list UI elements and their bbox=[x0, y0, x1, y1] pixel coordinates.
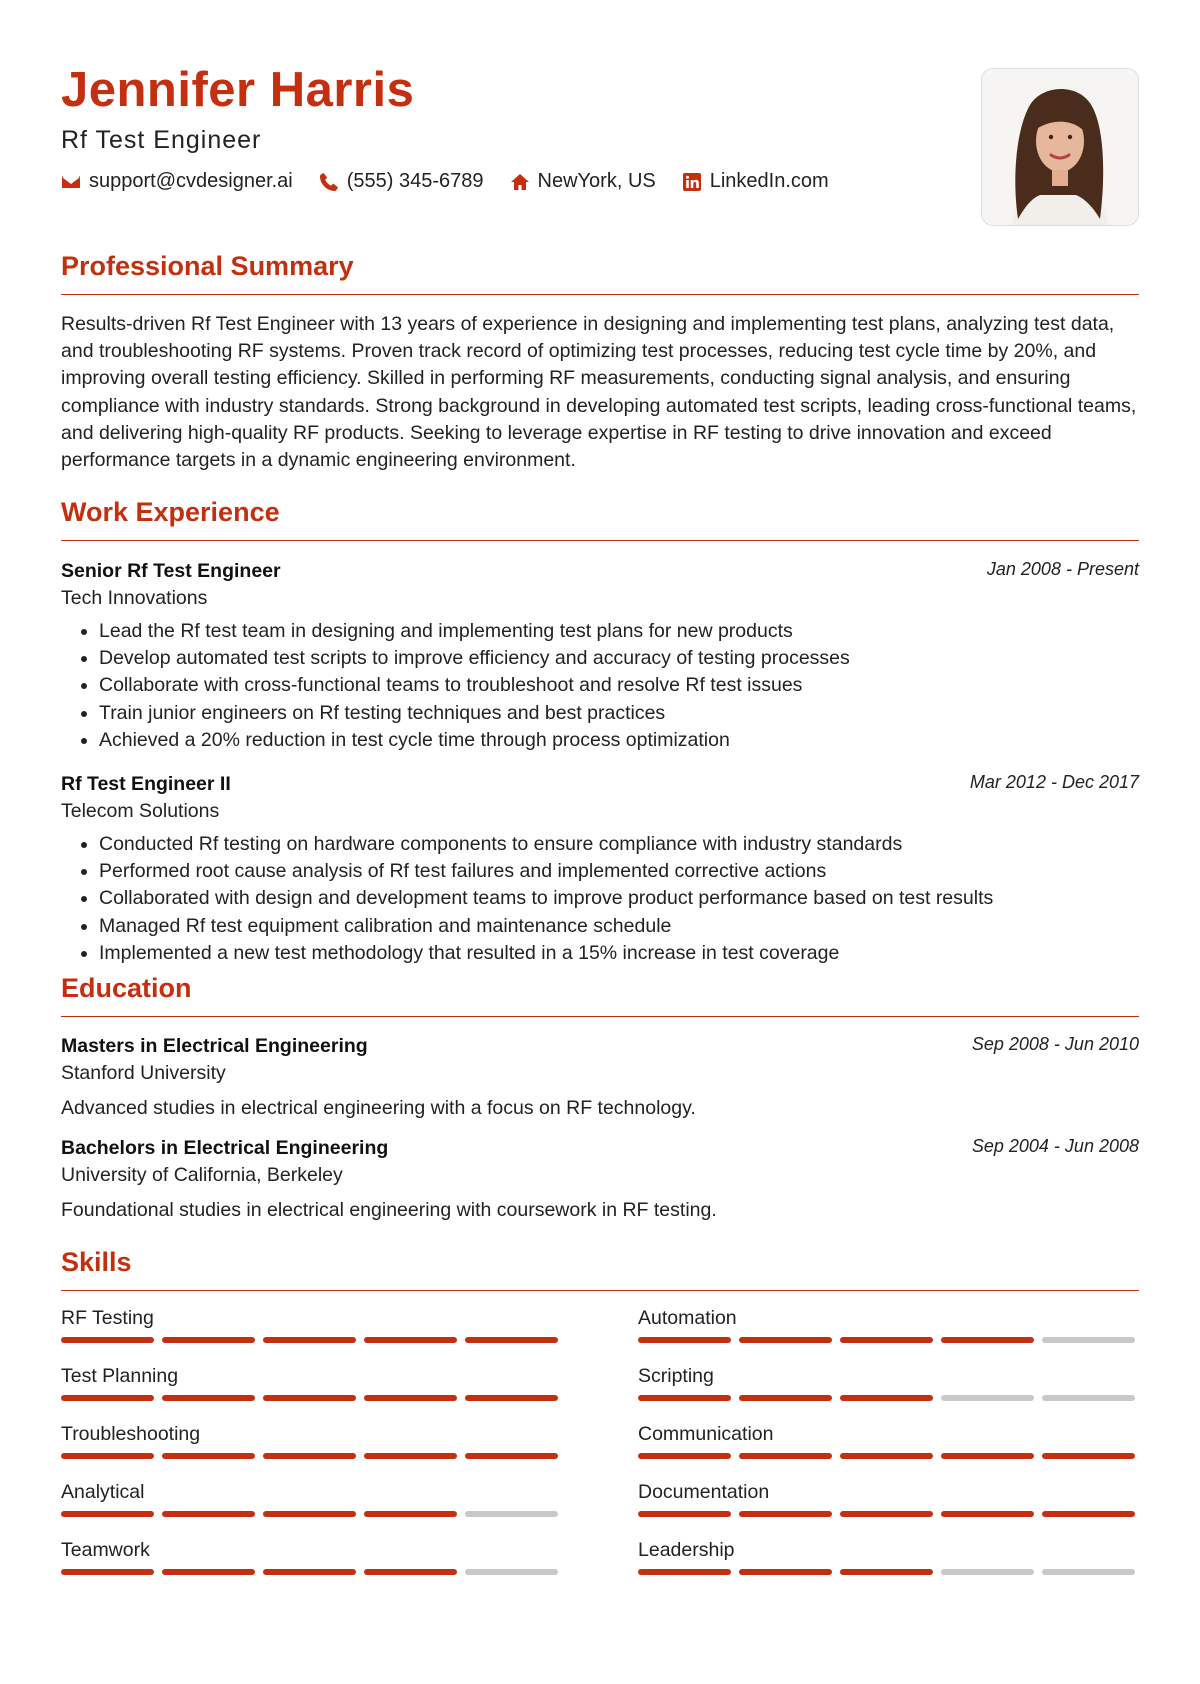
education-description: Foundational studies in electrical engineering with coursework in RF testing. bbox=[61, 1199, 717, 1221]
education-entry bbox=[61, 1032, 1139, 1122]
job-bullets bbox=[61, 618, 1139, 754]
job-entry bbox=[61, 557, 1139, 754]
skill-item bbox=[638, 1537, 1143, 1595]
skill-segment-filled bbox=[465, 1453, 558, 1459]
skill-name: Teamwork bbox=[61, 1539, 150, 1561]
skill-level-bar bbox=[638, 1453, 1143, 1459]
job-dates: Mar 2012 - Dec 2017 bbox=[969, 772, 1139, 793]
skill-item bbox=[61, 1479, 566, 1537]
skill-segment-filled bbox=[61, 1511, 154, 1517]
skill-segment-empty bbox=[1042, 1395, 1135, 1401]
education-dates: Sep 2004 - Jun 2008 bbox=[971, 1136, 1139, 1156]
skill-segment-filled bbox=[465, 1395, 558, 1401]
candidate-name: Jennifer Harris bbox=[61, 63, 415, 117]
education-section bbox=[61, 968, 1139, 1224]
skill-name: Communication bbox=[638, 1423, 774, 1445]
school-name: Stanford University bbox=[61, 1062, 226, 1084]
education-heading: Education bbox=[61, 973, 192, 1003]
skill-level-bar bbox=[61, 1511, 566, 1517]
education-description: Advanced studies in electrical engineering with a focus on RF technology. bbox=[61, 1097, 696, 1119]
contact-phone[interactable] bbox=[319, 170, 484, 193]
skill-segment-filled bbox=[840, 1511, 933, 1517]
portrait-icon bbox=[982, 69, 1138, 225]
education-dates: Sep 2008 - Jun 2010 bbox=[971, 1034, 1139, 1054]
skill-segment-filled bbox=[162, 1395, 255, 1401]
skill-segment-filled bbox=[941, 1511, 1034, 1517]
resume-header bbox=[61, 0, 1139, 240]
contact-list bbox=[61, 170, 855, 193]
job-bullet: • Lead the Rf test team in designing and implementing test plans for new products bbox=[99, 618, 1139, 645]
profile-photo bbox=[981, 68, 1139, 226]
skill-segment-filled bbox=[263, 1569, 356, 1575]
skill-name: Documentation bbox=[638, 1481, 770, 1503]
skill-segment-empty bbox=[1042, 1337, 1135, 1343]
skill-segment-filled bbox=[364, 1337, 457, 1343]
skill-segment-filled bbox=[739, 1453, 832, 1459]
skill-segment-filled bbox=[739, 1511, 832, 1517]
skill-level-bar bbox=[638, 1337, 1143, 1343]
skill-level-bar bbox=[61, 1337, 566, 1343]
job-bullet: • Collaborated with design and development teams to improve product performance based on test results bbox=[99, 885, 1139, 912]
skill-segment-empty bbox=[465, 1569, 558, 1575]
skills-heading: Skills bbox=[61, 1247, 132, 1277]
job-bullet: • Performed root cause analysis of Rf test failures and implemented corrective actions bbox=[99, 858, 1139, 885]
skill-segment-filled bbox=[162, 1453, 255, 1459]
contact-email-text: support@cvdesigner.ai bbox=[89, 170, 293, 192]
job-bullet: • Conducted Rf testing on hardware components to ensure compliance with industry standards bbox=[99, 831, 1139, 858]
skills-section bbox=[61, 1242, 1139, 1595]
skill-segment-filled bbox=[739, 1569, 832, 1575]
skill-segment-filled bbox=[638, 1453, 731, 1459]
summary-text: Results-driven Rf Test Engineer with 13 years of experience in designing and implementing test plans, analyzing test data, and troubleshooting RF systems. Proven track record of optimizing test processes, reducing test cycle time by 20%, and improving overall testing efficiency. Skilled in performing RF measurements, conducting signal analysis, and ensuring compliance with industry standards. Strong background in developing automated test scripts, leading cross-functional teams, and delivering high-quality RF products. Seeking to leverage expertise in RF testing to drive innovation and exceed performance targets in a dynamic engineering environment. bbox=[61, 313, 1137, 472]
skill-segment-filled bbox=[465, 1337, 558, 1343]
skill-segment-filled bbox=[840, 1569, 933, 1575]
skill-level-bar bbox=[61, 1569, 566, 1575]
skill-item bbox=[638, 1479, 1143, 1537]
skill-segment-filled bbox=[1042, 1453, 1135, 1459]
job-bullet: • Develop automated test scripts to improve efficiency and accuracy of testing processes bbox=[99, 645, 1139, 672]
skill-segment-filled bbox=[739, 1395, 832, 1401]
job-bullet: • Train junior engineers on Rf testing techniques and best practices bbox=[99, 700, 1139, 727]
skill-level-bar bbox=[638, 1511, 1143, 1517]
school-name: University of California, Berkeley bbox=[61, 1164, 343, 1186]
skill-segment-filled bbox=[840, 1337, 933, 1343]
skill-segment-filled bbox=[739, 1337, 832, 1343]
skill-item bbox=[638, 1305, 1143, 1363]
skill-segment-filled bbox=[263, 1453, 356, 1459]
contact-location bbox=[510, 170, 656, 193]
skill-name: Automation bbox=[638, 1307, 737, 1329]
skill-name: Analytical bbox=[61, 1481, 145, 1503]
contact-phone-text: (555) 345-6789 bbox=[346, 170, 484, 192]
skill-segment-filled bbox=[364, 1569, 457, 1575]
skill-name: Test Planning bbox=[61, 1365, 179, 1387]
job-bullet: • Collaborate with cross-functional teams to troubleshoot and resolve Rf test issues bbox=[99, 672, 1139, 699]
skill-segment-filled bbox=[364, 1511, 457, 1517]
skill-segment-filled bbox=[638, 1337, 731, 1343]
skill-item bbox=[638, 1363, 1143, 1421]
skill-segment-filled bbox=[162, 1337, 255, 1343]
skill-segment-filled bbox=[941, 1453, 1034, 1459]
skill-segment-filled bbox=[263, 1395, 356, 1401]
contact-email[interactable] bbox=[61, 170, 293, 193]
contact-linkedin-text: LinkedIn.com bbox=[709, 170, 829, 192]
skill-segment-filled bbox=[61, 1395, 154, 1401]
skill-level-bar bbox=[638, 1569, 1143, 1575]
job-company: Tech Innovations bbox=[61, 587, 208, 609]
job-entry bbox=[61, 770, 1139, 967]
job-bullet: • Achieved a 20% reduction in test cycle time through process optimization bbox=[99, 727, 1139, 754]
skill-segment-filled bbox=[263, 1511, 356, 1517]
degree-title: Bachelors in Electrical Engineering bbox=[61, 1137, 389, 1159]
section-divider bbox=[61, 294, 1139, 295]
skill-name: RF Testing bbox=[61, 1307, 154, 1329]
section-divider bbox=[61, 1016, 1139, 1017]
skill-segment-filled bbox=[364, 1395, 457, 1401]
skill-segment-filled bbox=[638, 1395, 731, 1401]
skill-segment-filled bbox=[638, 1569, 731, 1575]
section-divider bbox=[61, 1290, 1139, 1291]
skill-segment-filled bbox=[941, 1337, 1034, 1343]
summary-heading: Professional Summary bbox=[61, 251, 354, 281]
education-entry bbox=[61, 1134, 1139, 1224]
linkedin-icon bbox=[682, 172, 702, 192]
experience-section bbox=[61, 492, 1139, 967]
skill-segment-filled bbox=[61, 1569, 154, 1575]
degree-title: Masters in Electrical Engineering bbox=[61, 1035, 368, 1057]
home-icon bbox=[510, 172, 530, 192]
summary-section bbox=[61, 246, 1139, 474]
skill-segment-filled bbox=[263, 1337, 356, 1343]
job-title: Rf Test Engineer II bbox=[61, 773, 231, 796]
skill-item bbox=[61, 1363, 566, 1421]
skill-name: Scripting bbox=[638, 1365, 714, 1387]
skill-segment-empty bbox=[941, 1569, 1034, 1575]
skill-segment-filled bbox=[162, 1569, 255, 1575]
skill-segment-filled bbox=[638, 1511, 731, 1517]
job-title: Senior Rf Test Engineer bbox=[61, 560, 281, 582]
skill-level-bar bbox=[61, 1453, 566, 1459]
job-bullet: • Implemented a new test methodology that resulted in a 15% increase in test coverage bbox=[99, 940, 1139, 967]
skill-segment-filled bbox=[61, 1337, 154, 1343]
skill-segment-filled bbox=[840, 1453, 933, 1459]
job-company: Telecom Solutions bbox=[61, 800, 220, 823]
candidate-role: Rf Test Engineer bbox=[61, 126, 262, 154]
skill-segment-empty bbox=[941, 1395, 1034, 1401]
skills-grid bbox=[61, 1305, 1139, 1595]
skill-name: Leadership bbox=[638, 1539, 735, 1561]
phone-icon bbox=[319, 172, 339, 192]
envelope-icon bbox=[61, 172, 81, 192]
job-bullet: • Managed Rf test equipment calibration and maintenance schedule bbox=[99, 913, 1139, 940]
skill-segment-empty bbox=[1042, 1569, 1135, 1575]
skill-segment-filled bbox=[1042, 1511, 1135, 1517]
skill-segment-filled bbox=[364, 1453, 457, 1459]
contact-linkedin[interactable] bbox=[682, 170, 829, 193]
job-dates: Jan 2008 - Present bbox=[986, 559, 1139, 579]
skill-level-bar bbox=[638, 1395, 1143, 1401]
experience-heading: Work Experience bbox=[61, 497, 280, 527]
section-divider bbox=[61, 540, 1139, 541]
skill-item bbox=[61, 1421, 566, 1479]
skill-segment-filled bbox=[61, 1453, 154, 1459]
skill-level-bar bbox=[61, 1395, 566, 1401]
job-bullets bbox=[61, 831, 1139, 967]
contact-location-text: NewYork, US bbox=[537, 170, 656, 192]
skill-segment-empty bbox=[465, 1511, 558, 1517]
skill-segment-filled bbox=[162, 1511, 255, 1517]
skill-name: Troubleshooting bbox=[61, 1423, 201, 1445]
skill-item bbox=[61, 1305, 566, 1363]
skill-item bbox=[61, 1537, 566, 1595]
skill-item bbox=[638, 1421, 1143, 1479]
skill-segment-filled bbox=[840, 1395, 933, 1401]
